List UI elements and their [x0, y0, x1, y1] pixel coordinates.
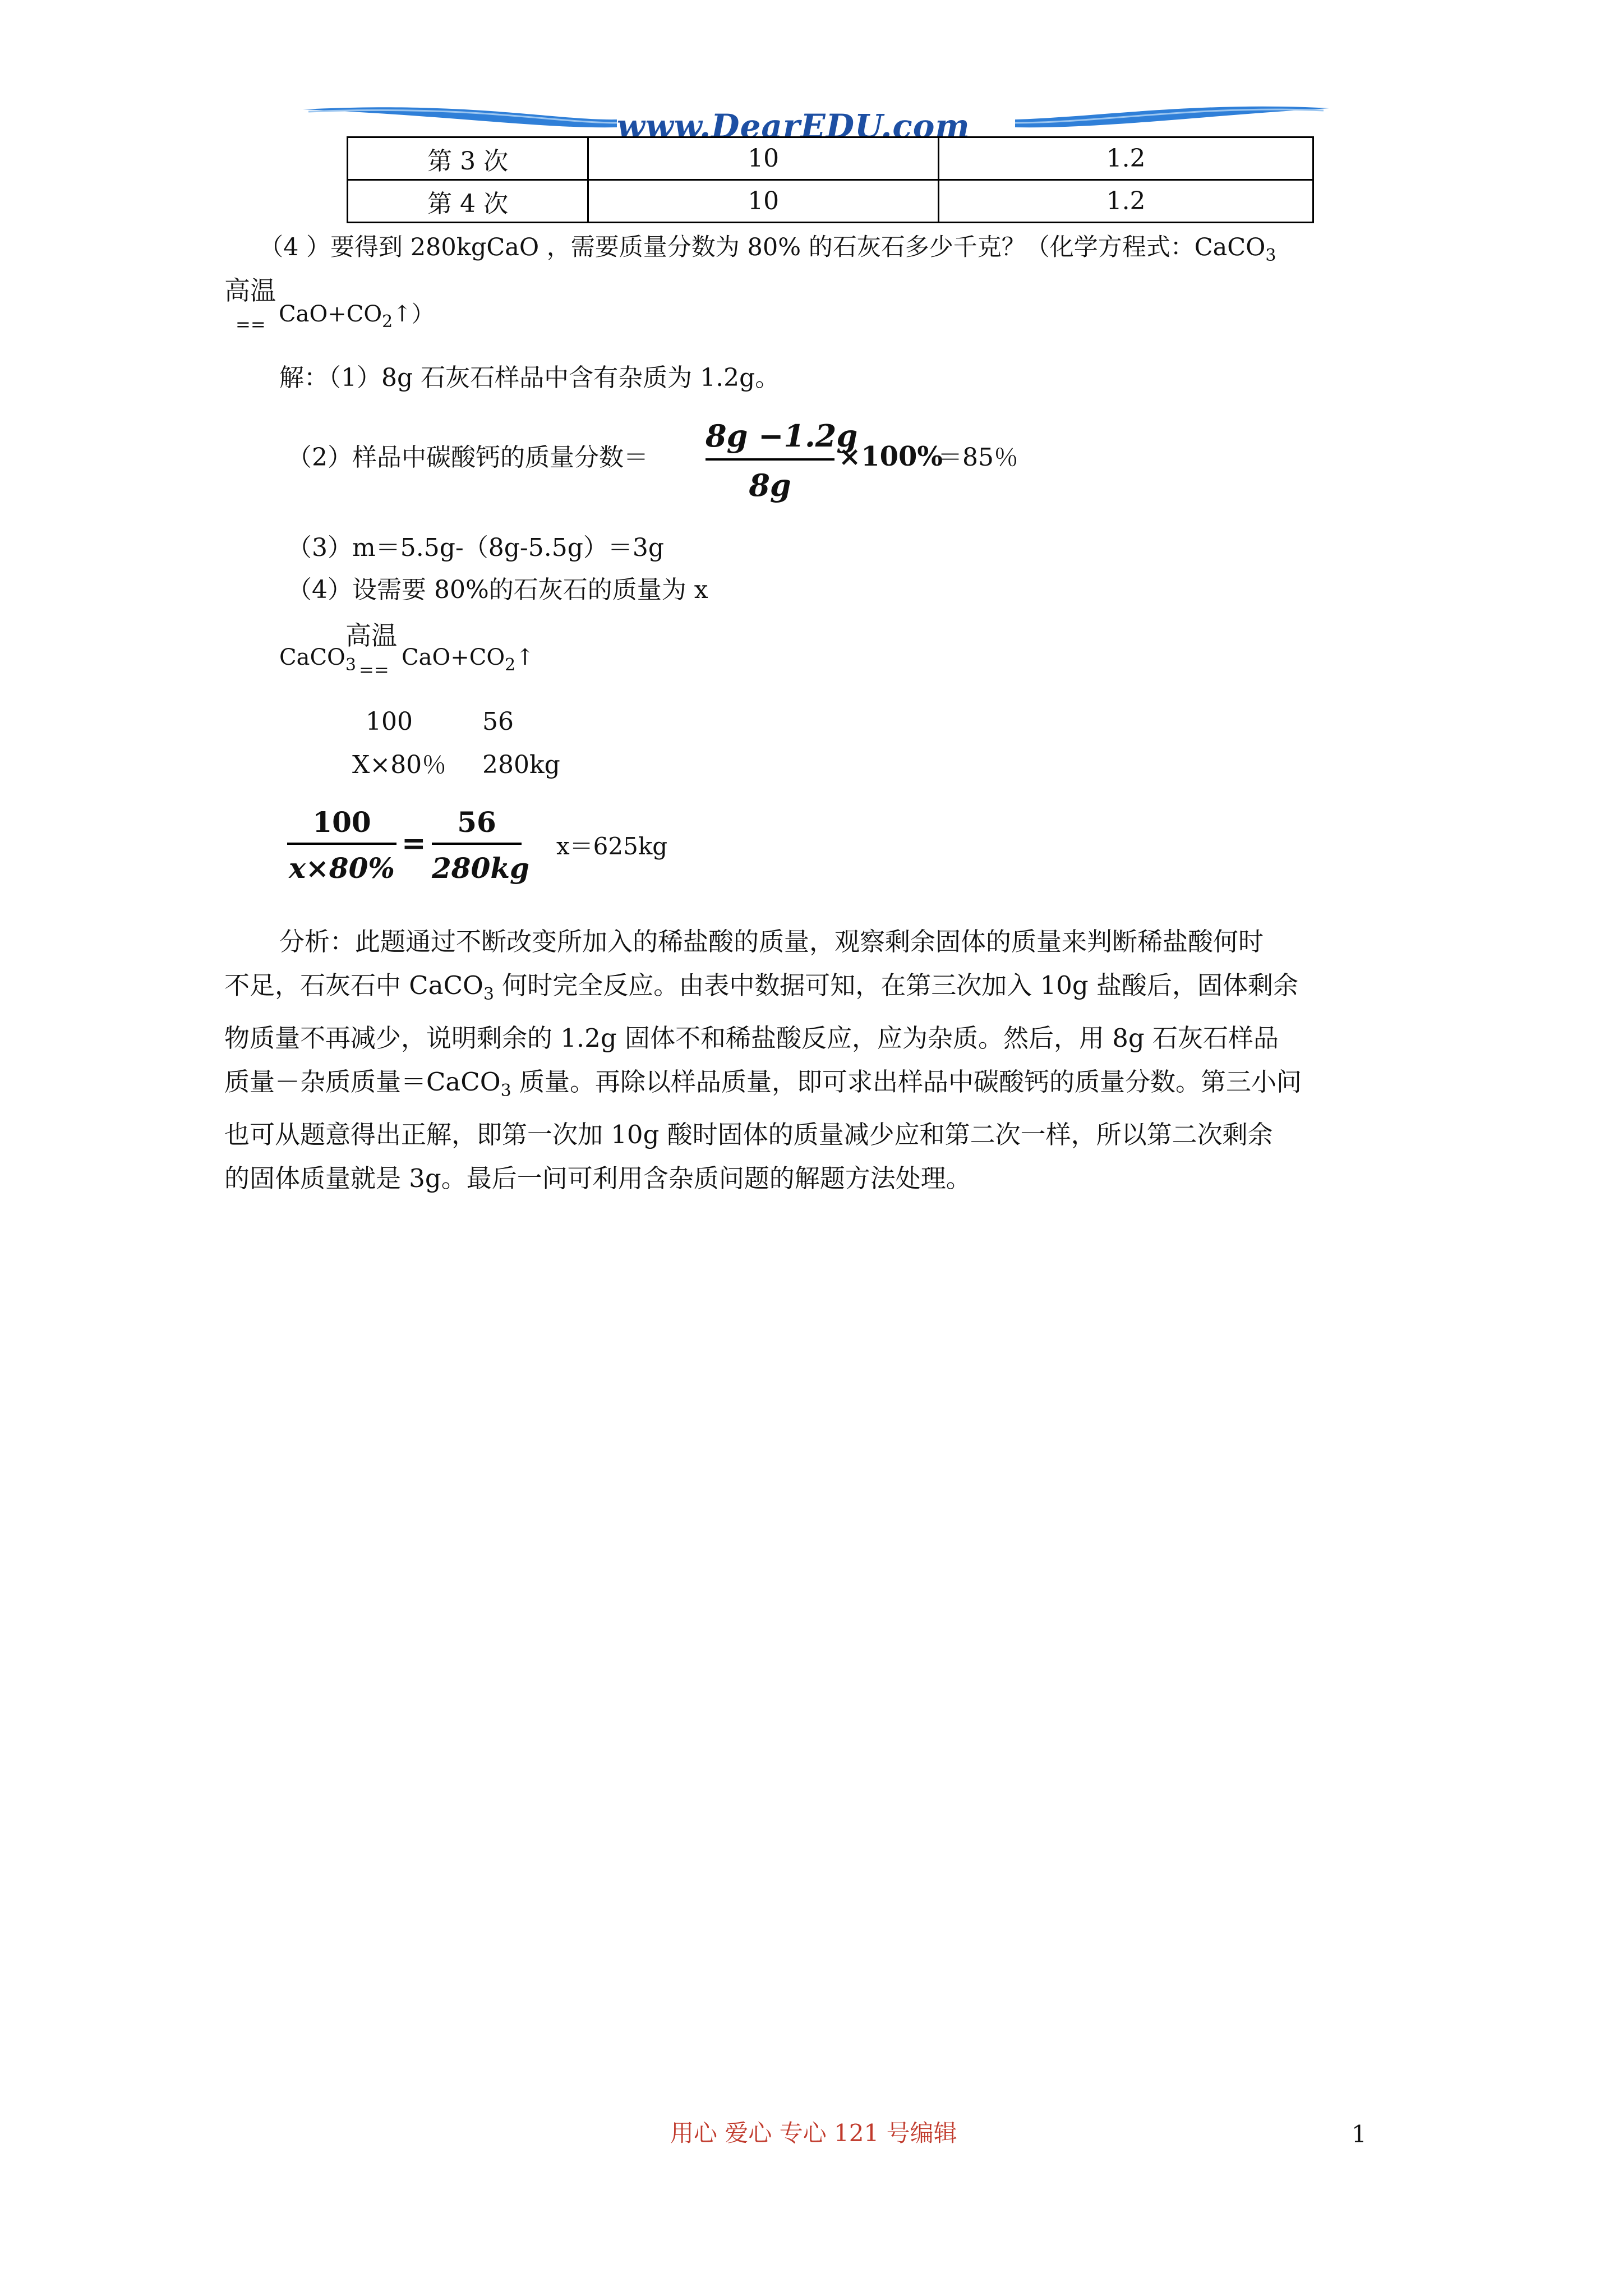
question4-line1	[259, 233, 1276, 265]
subscript: 3	[483, 984, 494, 1004]
fraction-left	[287, 806, 396, 890]
subscript: 2	[382, 312, 393, 332]
formula-text: CaO+CO	[402, 645, 505, 670]
analysis-text: 质量－杂质质量＝CaCO	[224, 1067, 501, 1097]
fraction-bar	[432, 843, 522, 845]
fraction-denominator: 8g	[749, 467, 791, 503]
table-cell-label: 第 4 次	[348, 180, 588, 223]
table-row	[348, 137, 1313, 180]
molar-mass-caco3: 100	[366, 707, 413, 736]
analysis-line: 也可从题意得出正解，即第一次加 10g 酸时固体的质量减少应和第二次一样，所以第二次剩余	[224, 1120, 1273, 1149]
mass-limestone: X×80％	[352, 751, 447, 779]
molar-mass-cao: 56	[482, 707, 514, 736]
reaction-condition-bottom: ==	[236, 314, 266, 335]
solution-step-3: （3）m＝5.5g-（8g-5.5g）＝3g	[287, 533, 665, 562]
solution-step-2-result: ＝85％	[938, 443, 1018, 472]
equals-sign: =	[402, 826, 426, 861]
solution-step-4: （4）设需要 80%的石灰石的质量为 x	[287, 576, 708, 604]
solution-answer: x＝625kg	[556, 832, 668, 860]
table-cell-acid: 10	[588, 180, 939, 223]
analysis-text: 何时完全反应。由表中数据可知，在第三次加入 10g 盐酸后，固体剩余	[494, 970, 1298, 1000]
fraction-denominator: x×80%	[289, 852, 395, 885]
footer-text: 用心 爱心 专心 121 号编辑	[670, 2119, 957, 2147]
fraction-right	[432, 806, 529, 890]
formula-text: CaCO	[279, 645, 345, 670]
table-row	[348, 180, 1313, 223]
analysis-text: 不足，石灰石中 CaCO	[224, 970, 483, 1000]
fraction-denominator: 280kg	[432, 852, 529, 885]
reaction-condition-top: 高温	[224, 275, 276, 306]
analysis-paragraph	[224, 920, 1413, 1200]
mass-cao: 280kg	[482, 751, 560, 779]
analysis-text: 质量。再除以样品质量，即可求出样品中碳酸钙的质量分数。第三小问	[511, 1067, 1302, 1097]
table-cell-residue: 1.2	[939, 137, 1313, 180]
fraction-bar	[287, 843, 396, 845]
equation-right	[402, 646, 534, 674]
question4-line2	[279, 303, 434, 330]
solution-step-2-times: ×100%	[838, 441, 943, 472]
fraction-numerator: 100	[312, 806, 371, 839]
analysis-line: 物质量不再减少，说明剩余的 1.2g 固体不和稀盐酸反应，应为杂质。然后，用 8g 石灰石样品	[224, 1023, 1279, 1053]
analysis-line	[224, 1060, 1413, 1113]
solution-step-1: 解：（1）8g 石灰石样品中含有杂质为 1.2g。	[279, 364, 780, 392]
analysis-line: 的固体质量就是 3g。最后一问可利用含杂质问题的解题方法处理。	[224, 1163, 971, 1193]
formula-text: ↑）	[393, 301, 434, 327]
page-number: 1	[1352, 2120, 1367, 2148]
fraction-numerator: 8g −1.2g	[706, 418, 858, 454]
equation-left	[279, 646, 356, 674]
equation-condition-top: 高温	[345, 620, 397, 651]
fraction-bar	[706, 458, 834, 461]
table-cell-residue: 1.2	[939, 180, 1313, 223]
fraction-mass-percent	[706, 418, 858, 508]
subscript: 3	[345, 655, 356, 675]
equation-condition-bottom: ==	[359, 659, 389, 680]
data-table	[347, 136, 1314, 223]
analysis-line	[224, 964, 1413, 1016]
subscript: 3	[500, 1081, 511, 1101]
fraction-numerator: 56	[457, 806, 496, 839]
up-arrow-icon: ↑	[515, 645, 534, 670]
formula-text: CaO+CO	[279, 301, 382, 327]
subscript: 3	[1265, 246, 1276, 265]
table-cell-acid: 10	[588, 137, 939, 180]
solution-step-2-prefix: （2）样品中碳酸钙的质量分数＝	[287, 443, 648, 472]
table-cell-label: 第 3 次	[348, 137, 588, 180]
question4-text: （4 ）要得到 280kgCaO ，需要质量分数为 80% 的石灰石多少千克？（化学方程式：CaCO	[259, 233, 1266, 261]
analysis-line: 分析：此题通过不断改变所加入的稀盐酸的质量，观察剩余固体的质量来判断稀盐酸何时	[279, 927, 1264, 956]
header-logo: www.DearEDU.com	[617, 107, 970, 145]
subscript: 2	[505, 655, 516, 675]
